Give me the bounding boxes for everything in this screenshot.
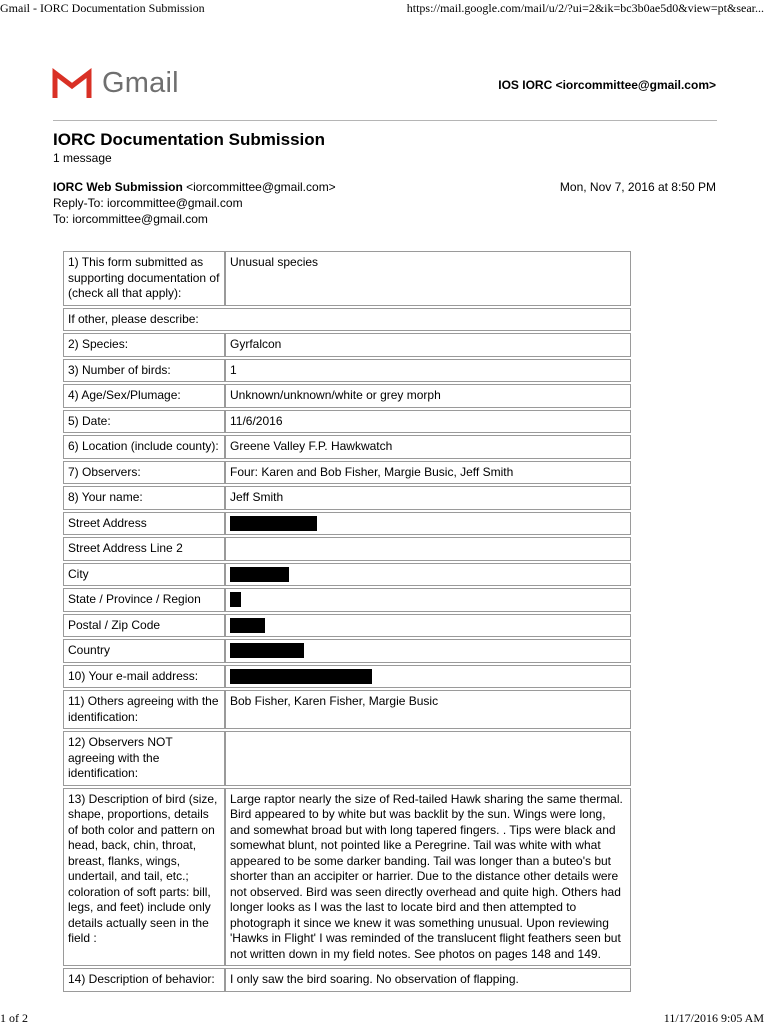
redaction-bar (230, 618, 265, 633)
form-answer: I only saw the bird soaring. No observation of flapping. (225, 968, 631, 992)
redaction-bar (230, 643, 304, 658)
form-question: 13) Description of bird (size, shape, proportions, details of both color and pattern on head, back, chin, throat, breast, flanks, wings, undertail, and tail, etc.; coloration of soft parts: bill, legs, and feet) include only details actually seen in the field : (63, 788, 225, 967)
gmail-logo[interactable] (52, 67, 179, 99)
form-question: 8) Your name: (63, 486, 225, 510)
form-question: State / Province / Region (63, 588, 225, 612)
redaction-bar (230, 592, 241, 607)
form-answer: Unusual species (225, 251, 631, 306)
form-question: 5) Date: (63, 410, 225, 434)
form-question: 6) Location (include county): (63, 435, 225, 459)
form-row (63, 384, 631, 408)
gmail-logo-text: Gmail (102, 66, 179, 99)
form-row (63, 639, 631, 663)
form-question: Country (63, 639, 225, 663)
form-answer: Four: Karen and Bob Fisher, Margie Busic, Jeff Smith (225, 461, 631, 485)
form-answer (225, 731, 631, 786)
form-question: 14) Description of behavior: (63, 968, 225, 992)
form-question: 1) This form submitted as supporting documentation of (check all that apply): (63, 251, 225, 306)
form-answer: Bob Fisher, Karen Fisher, Margie Busic (225, 690, 631, 729)
form-row (63, 563, 631, 587)
form-row (63, 690, 631, 729)
thread-subject: IORC Documentation Submission (53, 130, 326, 149)
submission-form-table (63, 249, 631, 994)
form-question: Street Address (63, 512, 225, 536)
form-answer: Unknown/unknown/white or grey morph (225, 384, 631, 408)
form-answer (225, 665, 631, 689)
form-answer (225, 614, 631, 638)
form-question: 10) Your e-mail address: (63, 665, 225, 689)
form-answer (225, 537, 631, 561)
form-answer (225, 588, 631, 612)
print-header-url: https://mail.google.com/mail/u/2/?ui=2&ik=bc3b0ae5d0&view=pt&sear... (406, 1, 764, 15)
form-question: 4) Age/Sex/Plumage: (63, 384, 225, 408)
form-answer (225, 512, 631, 536)
redaction-bar (230, 516, 317, 531)
form-question: City (63, 563, 225, 587)
message-to: To: iorcommittee@gmail.com (53, 212, 208, 226)
account-label: IOS IORC <iorcommittee@gmail.com> (498, 78, 716, 92)
form-row (63, 333, 631, 357)
redaction-bar (230, 669, 372, 684)
form-row (63, 486, 631, 510)
print-header-title: Gmail - IORC Documentation Submission (0, 1, 205, 15)
form-answer (225, 639, 631, 663)
print-footer-page: 1 of 2 (0, 1011, 28, 1025)
form-question: If other, please describe: (63, 308, 631, 332)
form-row (63, 435, 631, 459)
form-row (63, 788, 631, 967)
form-question: Street Address Line 2 (63, 537, 225, 561)
form-question: 11) Others agreeing with the identification: (63, 690, 225, 729)
form-question: Postal / Zip Code (63, 614, 225, 638)
form-row (63, 588, 631, 612)
redaction-bar (230, 567, 289, 582)
message-count: 1 message (53, 151, 112, 165)
form-row (63, 359, 631, 383)
form-answer: 11/6/2016 (225, 410, 631, 434)
gmail-m-icon (52, 67, 92, 99)
form-row (63, 968, 631, 992)
form-question: 12) Observers NOT agreeing with the identification: (63, 731, 225, 786)
form-question: 3) Number of birds: (63, 359, 225, 383)
form-row (63, 665, 631, 689)
form-answer: Jeff Smith (225, 486, 631, 510)
form-row (63, 731, 631, 786)
form-row (63, 614, 631, 638)
form-row (63, 308, 631, 332)
header-divider (53, 120, 717, 121)
form-answer: Large raptor nearly the size of Red-tailed Hawk sharing the same thermal. Bird appeared to by white but was backlit by the sun. Wings were long, and somewhat broad but with long tapered fingers. . Tips were black and somewhat blunt, not pointed like a Peregrine. Tail was white with what appeared to be some darker banding. Tail was longer than a buteo's but shorter than an accipiter or harrier. Due to the distance other details were not observed. Bird was seen directly overhead and quite high. Others had longer looks as I was the last to locate bird and then attempted to photograph it since we knew it was something unusual. Upon reviewing 'Hawks in Flight' I was reminded of the translucent flight feathers seen but not written down in my field notes. See photos on pages 148 and 149. (225, 788, 631, 967)
form-row (63, 512, 631, 536)
form-row (63, 537, 631, 561)
form-row (63, 461, 631, 485)
form-answer: Greene Valley F.P. Hawkwatch (225, 435, 631, 459)
message-reply-to: Reply-To: iorcommittee@gmail.com (53, 196, 243, 210)
print-footer-timestamp: 11/17/2016 9:05 AM (663, 1011, 764, 1025)
form-row (63, 251, 631, 306)
message-date: Mon, Nov 7, 2016 at 8:50 PM (559, 180, 716, 194)
form-answer: 1 (225, 359, 631, 383)
sender-name: IORC Web Submission (53, 180, 183, 194)
form-answer (225, 563, 631, 587)
sender-email: <iorcommittee@gmail.com> (182, 180, 336, 194)
form-question: 2) Species: (63, 333, 225, 357)
form-question: 7) Observers: (63, 461, 225, 485)
form-row (63, 410, 631, 434)
form-answer: Gyrfalcon (225, 333, 631, 357)
message-from (53, 180, 336, 194)
